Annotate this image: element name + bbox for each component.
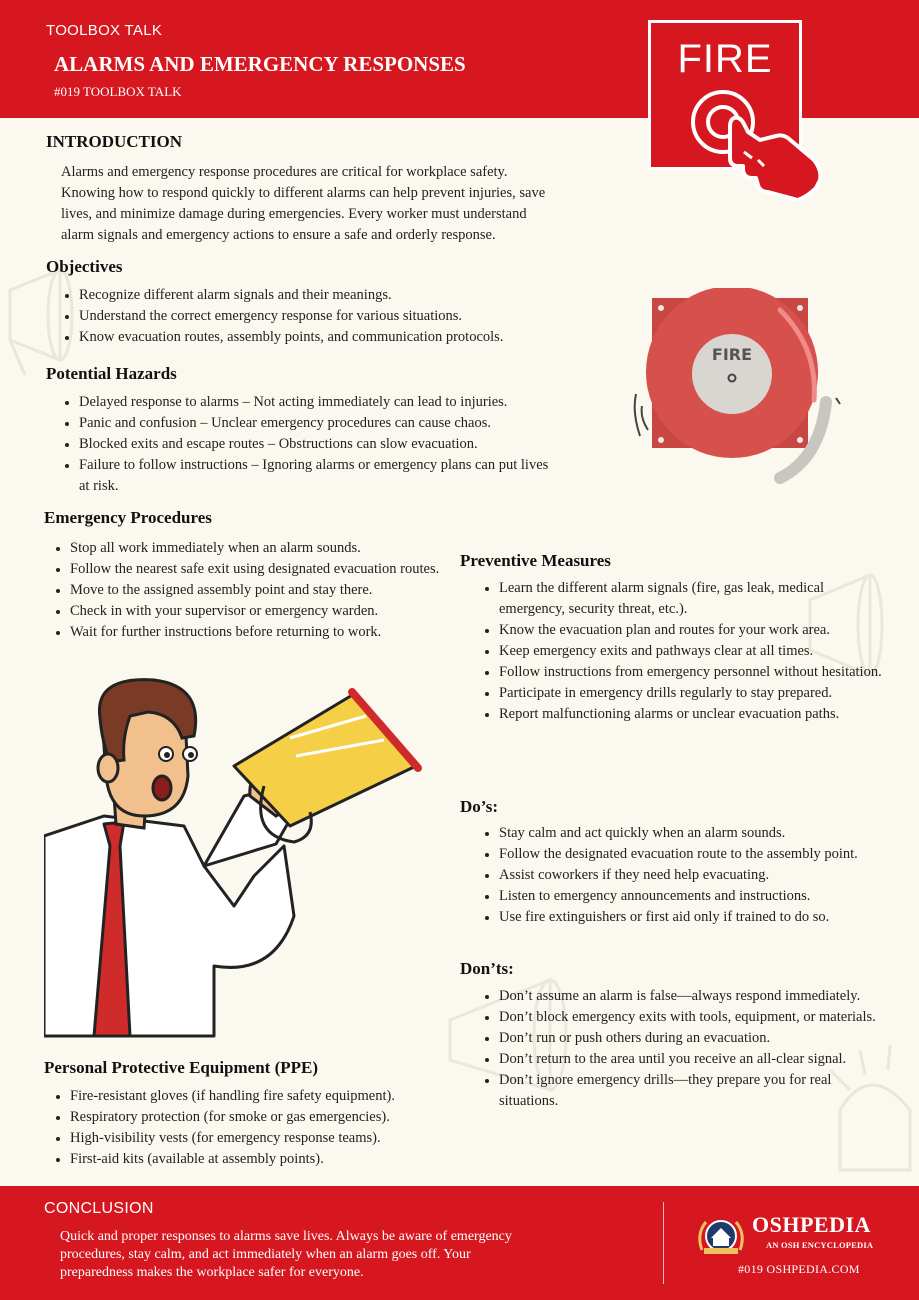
list-item: • Failure to follow instructions – Ignoring alarms or emergency plans can put lives at risk.: [79, 455, 559, 497]
preventive-title: Preventive Measures: [460, 551, 611, 570]
footer-banner: [0, 1186, 919, 1300]
list-item: • First-aid kits (available at assembly points).: [70, 1149, 470, 1170]
list-item: • Participate in emergency drills regularly to stay prepared.: [499, 683, 889, 704]
list-item: • Follow instructions from emergency personnel without hesitation.: [499, 662, 889, 683]
list-item: • Fire-resistant gloves (if handling fire safety equipment).: [70, 1086, 470, 1107]
list-item: • Know the evacuation plan and routes for your work area.: [499, 620, 889, 641]
list-item: • Panic and confusion – Unclear emergency procedures can cause chaos.: [79, 413, 559, 434]
intro-line: Knowing how to respond quickly to different alarms can help prevent injuries, save: [61, 185, 546, 201]
list-item: • Follow the designated evacuation route to the assembly point.: [499, 844, 889, 865]
dos-list: [481, 823, 889, 928]
list-item: • Stay calm and act quickly when an alarm sounds.: [499, 823, 889, 844]
list-item: • Know evacuation routes, assembly points, and communication protocols.: [79, 327, 599, 348]
header-subtitle: #019 TOOLBOX TALK: [54, 84, 182, 99]
hazards-title: Potential Hazards: [46, 364, 177, 383]
list-item: • Understand the correct emergency response for various situations.: [79, 306, 599, 327]
list-item: • Respiratory protection (for smoke or gas emergencies).: [70, 1107, 470, 1128]
list-item: • Wait for further instructions before returning to work.: [70, 622, 450, 643]
list-item: • Use fire extinguishers or first aid only if trained to do so.: [499, 907, 889, 928]
list-item: • High-visibility vests (for emergency response teams).: [70, 1128, 470, 1149]
list-item: • Don’t return to the area until you receive an all-clear signal.: [499, 1049, 879, 1070]
conclusion-title: CONCLUSION: [44, 1200, 154, 1217]
objectives-title: Objectives: [46, 257, 123, 276]
fire-alarm-bell-icon: [630, 288, 850, 484]
procedures-title: Emergency Procedures: [44, 508, 212, 527]
conclusion-paragraph: [60, 1228, 620, 1282]
list-item: • Don’t run or push others during an evacuation.: [499, 1028, 879, 1049]
procedures-list: [52, 538, 450, 643]
intro-paragraph: [61, 162, 621, 246]
intro-line: lives, and minimize damage during emergencies. Every worker must understand: [61, 206, 527, 222]
donts-list: [481, 986, 879, 1112]
list-item: • Blocked exits and escape routes – Obstructions can slow evacuation.: [79, 434, 559, 455]
list-item: • Recognize different alarm signals and their meanings.: [79, 285, 599, 306]
list-item: • Don’t assume an alarm is false—always respond immediately.: [499, 986, 879, 1007]
footer-code: #019 OSHPEDIA.COM: [738, 1262, 860, 1276]
conclusion-line: Quick and proper responses to alarms save lives. Always be aware of emergency: [60, 1229, 512, 1244]
list-item: • Listen to emergency announcements and instructions.: [499, 886, 889, 907]
list-item: • Follow the nearest safe exit using designated evacuation routes.: [70, 559, 450, 580]
list-item: • Delayed response to alarms – Not acting immediately can lead to injuries.: [79, 392, 559, 413]
page-title: ALARMS AND EMERGENCY RESPONSES: [54, 52, 466, 76]
conclusion-line: procedures, stay calm, and act immediately when an alarm goes off. Your: [60, 1247, 471, 1262]
man-with-megaphone-illustration: [44, 676, 424, 1046]
intro-line: Alarms and emergency response procedures are critical for workplace safety.: [61, 164, 508, 180]
list-item: • Don’t block emergency exits with tools, equipment, or materials.: [499, 1007, 879, 1028]
list-item: • Check in with your supervisor or emergency warden.: [70, 601, 450, 622]
hazards-list: [61, 392, 559, 497]
list-item: • Learn the different alarm signals (fire, gas leak, medical emergency, security threat, etc.).: [499, 578, 889, 620]
brand-name: OSHPEDIA: [752, 1212, 871, 1237]
list-item: • Move to the assigned assembly point and stay there.: [70, 580, 450, 601]
intro-line: alarm signals and emergency actions to ensure a safe and orderly response.: [61, 227, 496, 243]
ppe-list: [52, 1086, 470, 1170]
fire-badge-word: FIRE: [677, 37, 773, 81]
preventive-list: [481, 578, 889, 725]
oshpedia-logo-icon: [694, 1214, 748, 1258]
brand-tagline: AN OSH ENCYCLOPEDIA: [766, 1240, 874, 1250]
fire-button-hand-icon: [648, 20, 828, 210]
conclusion-line: preparedness makes the workplace safer for everyone.: [60, 1265, 364, 1280]
intro-title: INTRODUCTION: [46, 132, 183, 151]
list-item: • Stop all work immediately when an alarm sounds.: [70, 538, 450, 559]
bell-label: FIRE: [711, 345, 753, 364]
list-item: • Assist coworkers if they need help evacuating.: [499, 865, 889, 886]
objectives-list: [61, 285, 599, 348]
footer-divider: [663, 1202, 664, 1284]
ppe-title: Personal Protective Equipment (PPE): [44, 1058, 319, 1077]
donts-title: Don’ts:: [460, 959, 514, 978]
list-item: • Keep emergency exits and pathways clear at all times.: [499, 641, 889, 662]
list-item: • Don’t ignore emergency drills—they prepare you for real situations.: [499, 1070, 879, 1112]
list-item: • Report malfunctioning alarms or unclear evacuation paths.: [499, 704, 889, 725]
dos-title: Do’s:: [460, 797, 499, 816]
header-label: TOOLBOX TALK: [46, 22, 163, 39]
